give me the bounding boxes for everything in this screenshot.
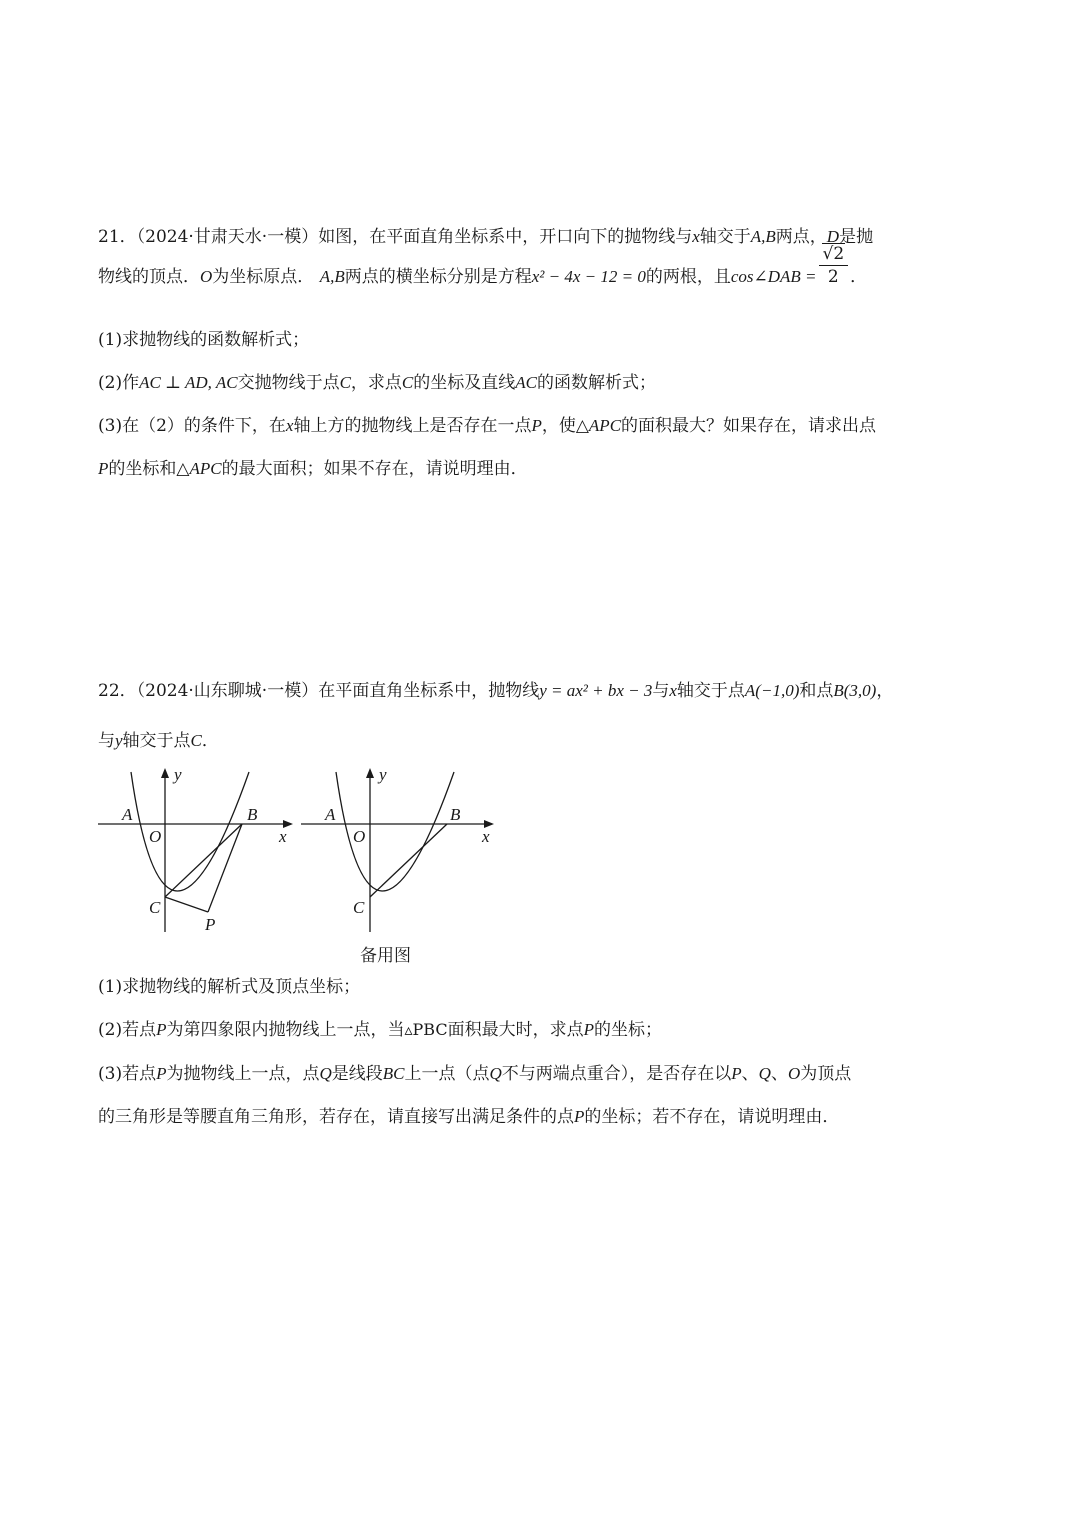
label-o: O: [353, 827, 366, 846]
var-p: P: [156, 1064, 167, 1083]
fraction-den: 2: [827, 267, 839, 287]
q21-line-2: [98, 244, 868, 288]
figure-backup: [298, 760, 508, 940]
label-x: x: [279, 827, 287, 846]
label-b: B: [247, 805, 258, 824]
q22-text: 轴交于点: [122, 731, 191, 751]
q21-part-3-cont: [98, 458, 528, 480]
var-ac: AC: [515, 373, 537, 392]
var-x: x: [285, 416, 294, 435]
label-a: A: [122, 805, 133, 824]
q22-text: 和点: [799, 681, 834, 701]
var-apc: APC: [189, 459, 222, 478]
tri-pbc: ▵PBC: [404, 1020, 448, 1039]
q21-part-3: [98, 415, 876, 437]
var-p: P: [156, 1020, 167, 1039]
q21-part-1: [98, 329, 309, 351]
q21-text: 两点的横坐标分别是方程: [344, 267, 532, 287]
q21-text: 的坐标及直线: [413, 373, 516, 393]
q22-text: 为第四象限内抛物线上一点，当: [166, 1020, 405, 1040]
q22-line-2: [98, 730, 219, 752]
q22-source: （2024·山东聊城·一模）: [136, 681, 319, 701]
label-a: A: [325, 805, 336, 824]
label-p: P: [205, 915, 216, 934]
q21-text: 如图，在平面直角坐标系中，开口向下的抛物线与: [318, 227, 693, 247]
var-apc: APC: [588, 416, 622, 435]
separator: 、: [741, 1064, 759, 1084]
figure-main: [95, 760, 305, 940]
q22-text: 面积最大时，求点: [447, 1020, 584, 1040]
q22-text: 轴交于点: [676, 681, 745, 701]
separator: 、: [770, 1064, 788, 1084]
q21-text: 轴交于: [699, 227, 751, 247]
segment-bc: [165, 824, 242, 897]
q22-text: 上一点（点: [404, 1064, 490, 1084]
figure-caption: 备用图: [360, 946, 411, 966]
q21-text: 是抛: [839, 227, 874, 247]
label-o: O: [149, 827, 162, 846]
label-y: y: [174, 765, 182, 784]
fraction: [819, 243, 849, 288]
label-c: C: [353, 898, 365, 917]
q22-text: 的坐标；若不存在，请说明理由．: [584, 1107, 840, 1127]
q22-text: (2)若点: [98, 1020, 157, 1040]
segment-pb: [208, 824, 242, 912]
q22-text: 的三角形是等腰直角三角形，若存在，请直接写出满足条件的点: [98, 1107, 574, 1127]
var-y: y: [115, 731, 123, 750]
q21-text: 交抛物线于点: [237, 373, 340, 393]
q22-part-3: [98, 1063, 851, 1085]
label-x: x: [482, 827, 490, 846]
q22-text: (3)若点: [98, 1064, 157, 1084]
var-p: P: [98, 459, 109, 478]
q21-part-2: [98, 372, 656, 394]
var-o: O: [787, 1064, 801, 1083]
q21-text: 两点，: [775, 227, 827, 247]
q22-text: 与: [652, 681, 670, 701]
period: ．: [850, 267, 868, 287]
y-axis-arrow: [161, 768, 169, 778]
q22-line-1: [98, 680, 893, 702]
var-x: x: [669, 681, 677, 700]
period: ．: [201, 731, 219, 751]
q22-text: 与: [98, 731, 115, 751]
cos-label: cos∠DAB =: [730, 267, 817, 286]
var-c: C: [190, 731, 202, 750]
var-q: Q: [758, 1064, 771, 1083]
q22-part-2: [98, 1019, 662, 1041]
comma: ，: [876, 681, 894, 701]
q22-text: 在平面直角坐标系中，抛物线: [318, 681, 540, 701]
q21-text: 的面积最大？如果存在，请求出点: [621, 416, 877, 436]
q21-text: 的最大面积；如果不存在，请说明理由．: [221, 459, 528, 479]
q21-text: ，使△: [541, 416, 589, 436]
relation: AC ⊥ AD, AC: [139, 373, 238, 392]
var-c: C: [339, 373, 351, 392]
q21-number: 21．: [98, 227, 137, 247]
label-b: B: [450, 805, 461, 824]
var-ab: A,B: [750, 227, 776, 246]
y-axis-arrow: [366, 768, 374, 778]
q21-part-1-text: (1)求抛物线的函数解析式；: [98, 330, 310, 350]
equation: y = ax² + bx − 3: [539, 681, 653, 700]
var-c: C: [401, 373, 414, 392]
segment-bc: [370, 824, 447, 897]
point-b: B(3,0): [833, 681, 877, 700]
var-p: P: [531, 416, 542, 435]
q22-text: 为顶点: [800, 1064, 852, 1084]
equation: x² − 4x − 12 = 0: [531, 267, 646, 286]
q21-text: (3)在（2）的条件下，在: [98, 416, 286, 436]
var-d: D: [826, 227, 840, 246]
var-ab: A,B: [319, 267, 345, 286]
q22-part-3-cont: [98, 1106, 839, 1128]
q22-text: 不与两端点重合），是否存在以: [501, 1064, 732, 1084]
label-c: C: [149, 898, 161, 917]
q22-number: 22．: [98, 681, 137, 701]
sqrt-2: √2: [822, 244, 845, 264]
q21-text: 的两根，且: [645, 267, 731, 287]
q21-text: 为坐标原点．: [212, 267, 315, 287]
var-q: Q: [489, 1064, 502, 1083]
q22-part-1-text: (1)求抛物线的解析式及顶点坐标；: [98, 977, 361, 997]
var-x: x: [692, 227, 700, 246]
var-q: Q: [319, 1064, 332, 1083]
q22-text: 是线段: [331, 1064, 383, 1084]
var-o: O: [200, 267, 213, 286]
var-p: P: [583, 1020, 594, 1039]
q21-text: 的坐标和△: [108, 459, 190, 479]
var-p: P: [731, 1064, 742, 1083]
q21-text: 的函数解析式；: [537, 373, 656, 393]
point-a: A(−1,0): [744, 681, 800, 700]
fraction-num: [819, 243, 849, 266]
q21-source: （2024·甘肃天水·一模）: [136, 227, 319, 247]
q22-text: 的坐标；: [593, 1020, 662, 1040]
q22-part-1: [98, 976, 360, 998]
q21-text: (2)作: [98, 373, 140, 393]
segment-cp: [165, 897, 208, 912]
q21-line-1: [98, 226, 873, 248]
q21-text: 轴上方的抛物线上是否存在一点: [293, 416, 532, 436]
q21-text: 物线的顶点．: [98, 267, 200, 287]
label-y: y: [379, 765, 387, 784]
q22-text: 为抛物线上一点，点: [166, 1064, 320, 1084]
var-p: P: [574, 1107, 585, 1126]
q21-text: ，求点: [350, 373, 402, 393]
var-bc: BC: [382, 1064, 405, 1083]
